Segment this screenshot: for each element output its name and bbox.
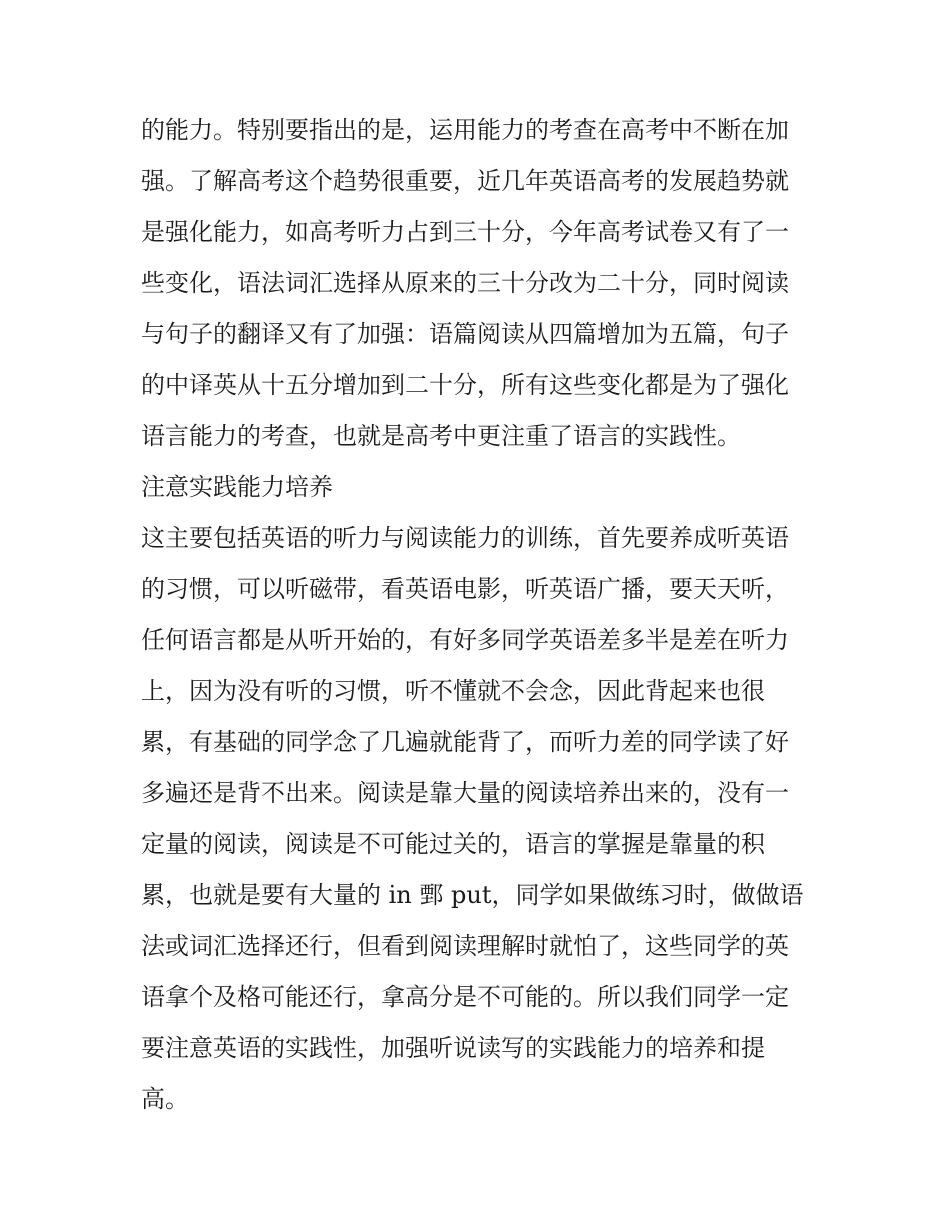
paragraph-1-line: 强。了解高考这个趋势很重要，近几年英语高考的发展趋势就: [141, 167, 789, 195]
paragraph-2-line: 累，也就是要有大量的 in 鄄 put，同学如果做练习时，做做语: [141, 881, 804, 909]
paragraph-1-line: 的中译英从十五分增加到二十分，所有这些变化都是为了强化: [141, 371, 789, 399]
paragraph-2-line: 高。: [141, 1085, 189, 1113]
paragraph-2-line: 累，有基础的同学念了几遍就能背了，而听力差的同学读了好: [141, 728, 789, 756]
paragraph-2-line: 上，因为没有听的习惯，听不懂就不会念，因此背起来也很: [141, 677, 765, 705]
section-heading: 注意实践能力培养: [141, 473, 333, 501]
paragraph-2-line: 语拿个及格可能还行，拿高分是不可能的。所以我们同学一定: [141, 983, 789, 1011]
document-body: [141, 105, 813, 1125]
paragraph-2-line: 法或词汇选择还行，但看到阅读理解时就怕了，这些同学的英: [141, 932, 789, 960]
paragraph-1-line: 语言能力的考查，也就是高考中更注重了语言的实践性。: [141, 422, 741, 450]
paragraph-1-line: 的能力。特别要指出的是，运用能力的考查在高考中不断在加: [141, 116, 789, 144]
paragraph-1-line: 与句子的翻译又有了加强：语篇阅读从四篇增加为五篇，句子: [141, 320, 789, 348]
paragraph-2-line: 这主要包括英语的听力与阅读能力的训练，首先要养成听英语: [141, 524, 789, 552]
paragraph-1: [141, 105, 813, 462]
paragraph-2-line: 要注意英语的实践性，加强听说读写的实践能力的培养和提: [141, 1034, 765, 1062]
paragraph-2-line: 的习惯，可以听磁带，看英语电影，听英语广播，要天天听，: [141, 575, 789, 603]
paragraph-2-line: 任何语言都是从听开始的，有好多同学英语差多半是差在听力: [141, 626, 789, 654]
paragraph-2-line: 定量的阅读，阅读是不可能过关的，语言的掌握是靠量的积: [141, 830, 765, 858]
paragraph-2-line: 多遍还是背不出来。阅读是靠大量的阅读培养出来的，没有一: [141, 779, 789, 807]
paragraph-1-line: 些变化，语法词汇选择从原来的三十分改为二十分，同时阅读: [141, 269, 789, 297]
paragraph-1-line: 是强化能力，如高考听力占到三十分，今年高考试卷又有了一: [141, 218, 789, 246]
paragraph-2: [141, 513, 813, 1125]
